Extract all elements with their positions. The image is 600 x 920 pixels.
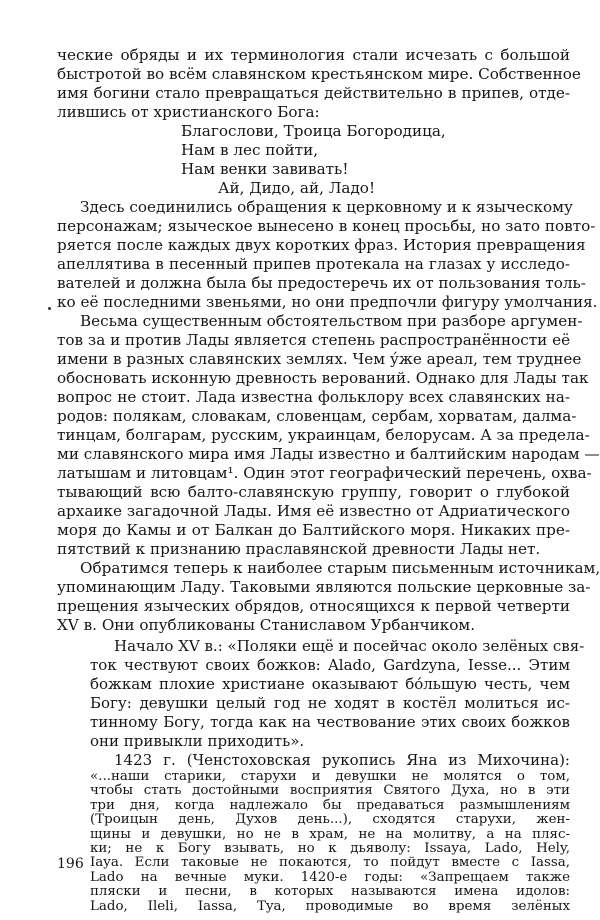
page-number: 196	[57, 856, 84, 872]
text-line: имени в разных славянских землях. Чем у́же ареал, тем труднее	[57, 350, 582, 368]
text-line: латышам и литовцам¹. Один этот географический перечень, охва-	[57, 464, 592, 482]
verse-line: Ай, Дидо, ай, Ладо!	[218, 179, 376, 197]
text-line: ми славянского мира имя Лады известно и балтийским народам —	[57, 445, 600, 463]
quote-line: ки; не к Богу взывать, но к дьяволу: Issaya, Lado, Hely,	[90, 841, 570, 856]
text-line: ко её последними звеньями, но они предпочли фигуру умолчания.	[57, 293, 598, 311]
quote-line: тинному Богу, тогда как на чествование этих своих божков	[90, 713, 570, 731]
quote-line: Начало XV в.: «Поляки ещё и посейчас около зелёных свя-	[114, 637, 585, 655]
quote-line: пляски и песни, в которых называются имена идолов:	[90, 884, 570, 900]
quote-line: чтобы стать достойными восприятия Святого Духа, но в эти	[90, 783, 570, 799]
quote-line: (Троицын день, Духов день...), сходятся старухи, жен-	[90, 812, 570, 828]
text-line: моря до Камы и от Балкан до Балтийского моря. Никаких пре-	[57, 521, 570, 539]
text-line: вателей и должна была бы предостеречь их от пользования толь-	[57, 274, 586, 292]
quote-line: божкам плохие христиане оказывают бо́льшую честь, чем	[90, 675, 570, 693]
quote-line: Iaya. Если таковые не покаются, то пойдут вместе с Iassa,	[90, 855, 570, 871]
text-line: пятствий к признанию праславянской древности Лады нет.	[57, 540, 541, 558]
text-line: прещения языческих обрядов, относящихся к первой четверти	[57, 597, 570, 615]
speck-mark	[48, 307, 51, 310]
text-line: родов: полякам, словакам, словенцам, сербам, хорватам, далма-	[57, 407, 577, 425]
text-line: имя богини стало превращаться действительно в припев, отде-	[57, 84, 570, 102]
text-line: лившись от христианского Бога:	[57, 103, 320, 121]
quote-line: они привыкли приходить».	[90, 732, 305, 750]
paragraph-first-line: Здесь соединились обращения к церковному и к языческому	[80, 198, 573, 216]
text-line: быстротой во всём славянском крестьянском мире. Собственное	[57, 65, 581, 83]
text-line: XV в. Они опубликованы Станиславом Урбанчиком.	[57, 616, 476, 634]
text-line: тинцам, болгарам, русским, украинцам, белорусам. А за предела-	[57, 426, 590, 444]
quote-line: «...наши старики, старухи и девушки не молятся о том,	[90, 769, 570, 784]
text-line: ряется после каждых двух коротких фраз. История превращения	[57, 236, 586, 254]
verse-line: Нам в лес пойти,	[181, 141, 319, 159]
text-line: архаике загадочной Лады. Имя её известно от Адриатического	[57, 502, 570, 520]
text-line: тов за и против Лады является степень распространённости её	[57, 331, 571, 349]
quote-line: три дня, когда надлежало бы предаваться размышлениям	[90, 797, 570, 813]
quote-line: Lado, Ileli, Iassa, Tya, проводимые во время зелёных	[90, 898, 570, 914]
verse-line: Нам венки завивать!	[181, 160, 349, 178]
text-line: вопрос не стоит. Лада известна фольклору всех славянских на-	[57, 388, 570, 406]
quote-line: ток чествуют своих божков: Alado, Gardzyna, Iesse... Этим	[90, 656, 570, 674]
quote-line: 1423 г. (Ченстоховская рукопись Яна из Михочина):	[114, 751, 570, 769]
text-line: тывающий всю балто-славянскую группу, говорит о глубокой	[57, 483, 570, 501]
verse-line: Благослови, Троица Богородица,	[181, 122, 446, 140]
quote-line: Богу: девушки целый год не ходят в костёл молиться ис-	[90, 694, 570, 712]
text-line: ческие обряды и их терминология стали исчезать с большой	[57, 46, 570, 64]
quote-line: Lado на вечные муки. 1420-е годы: «Запрещаем также	[90, 869, 570, 885]
text-line: обосновать исконную древность верований. Однако для Лады так	[57, 369, 589, 387]
text-line: персонажам; языческое вынесено в конец просьбы, но зато повто-	[57, 217, 596, 235]
text-line: упоминающим Ладу. Таковыми являются польские церковные за-	[57, 578, 591, 596]
quote-line: щины и девушки, но не в храм, не на молитву, а на пляс-	[90, 826, 570, 842]
paragraph-first-line: Весьма существенным обстоятельством при разборе аргумен-	[80, 312, 583, 330]
paragraph-first-line: Обратимся теперь к наиболее старым письменным источникам,	[80, 559, 600, 577]
text-line: апеллятива в песенный припев протекала на глазах у исследо-	[57, 255, 570, 273]
